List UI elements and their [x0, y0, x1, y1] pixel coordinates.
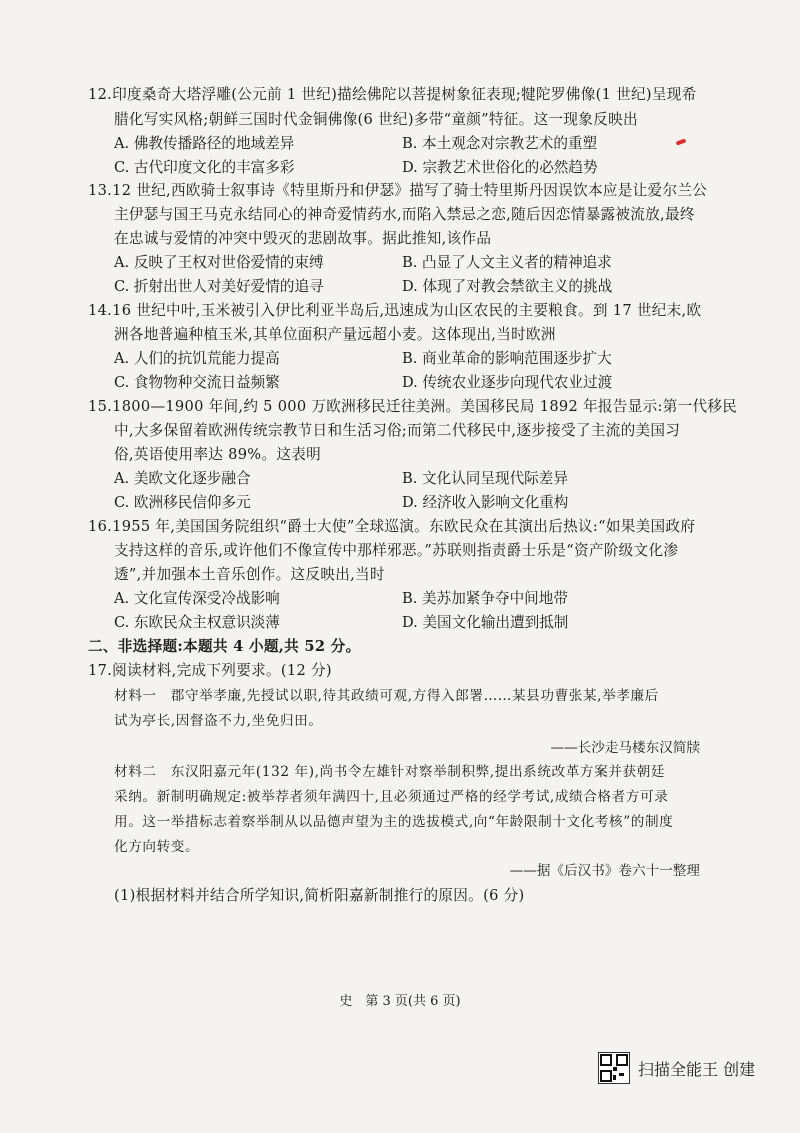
q12-option-c: C. 古代印度文化的丰富多彩 [114, 159, 295, 176]
qr-code-icon [598, 1052, 630, 1084]
q15-stem: 俗,英语使用率达 89%。这表明 [114, 446, 322, 463]
q12-option-a: A. 佛教传播路径的地域差异 [114, 135, 295, 152]
q14-stem: 14.16 世纪中叶,玉米被引入伊比利亚半岛后,迅速成为山区农民的主要粮食。到 17 世纪末,欧 [88, 302, 702, 319]
material-one: 材料一 郡守举孝廉,先授试以职,待其政绩可观,方得入郎署……某县功曹张某,举孝廉后 [114, 688, 659, 704]
q14-stem: 洲各地普遍种植玉米,其单位面积产量远超小麦。这体现出,当时欧洲 [114, 326, 556, 343]
q12-stem: 腊化写实风格;朝鲜三国时代金铜佛像(6 世纪)多带“童颜”特征。这一现象反映出 [114, 111, 638, 128]
q16-stem: 支持这样的音乐,或许他们不像宣传中那样邪恶。”苏联则指责爵士乐是“资产阶级文化渗 [114, 542, 679, 559]
material-two: 材料二 东汉阳嘉元年(132 年),尚书令左雄针对察举制积弊,提出系统改革方案并获朝廷 [114, 764, 666, 780]
q12-option-d: D. 宗教艺术世俗化的必然趋势 [402, 159, 598, 176]
page-footer: 史 第 3 页(共 6 页) [339, 994, 461, 1009]
q13-option-b: B. 凸显了人文主义者的精神追求 [402, 254, 612, 271]
q15-option-d: D. 经济收入影响文化重构 [402, 494, 569, 511]
material-one: 试为亭长,因督盗不力,坐免归田。 [114, 713, 323, 729]
q17-subquestion-1: (1)根据材料并结合所学知识,简析阳嘉新制推行的原因。(6 分) [114, 887, 525, 904]
q16-option-a: A. 文化宣传深受冷战影响 [114, 590, 280, 607]
q16-option-d: D. 美国文化输出遭到抵制 [402, 614, 569, 631]
q14-option-c: C. 食物物种交流日益频繁 [114, 374, 280, 391]
q14-option-d: D. 传统农业逐步向现代农业过渡 [402, 374, 613, 391]
q13-stem: 在忠诚与爱情的冲突中毁灭的悲剧故事。据此推知,该作品 [114, 230, 492, 247]
q15-stem: 15.1800—1900 年间,约 5 000 万欧洲移民迁往美洲。美国移民局 1892 年报告显示:第一代移民 [88, 398, 738, 415]
q16-stem: 透”,并加强本土音乐创作。这反映出,当时 [114, 566, 385, 583]
red-pen-mark [676, 138, 687, 145]
q15-stem: 中,大多保留着欧洲传统宗教节日和生活习俗;而第二代移民中,逐步接受了主流的美国习 [114, 422, 681, 439]
q17-stem: 17.阅读材料,完成下列要求。(12 分) [88, 662, 332, 679]
material-two-source: ——据《后汉书》卷六十一整理 [509, 863, 700, 879]
q13-stem: 13.12 世纪,西欧骑士叙事诗《特里斯丹和伊瑟》描写了骑士特里斯丹因误饮本应是让爱尔兰公 [88, 182, 708, 199]
q12-option-b: B. 本土观念对宗教艺术的重塑 [402, 135, 598, 152]
q13-stem: 主伊瑟与国王马克永结同心的神奇爱情药水,而陷入禁忌之恋,随后因恋情暴露被流放,最终 [114, 206, 695, 223]
q14-option-b: B. 商业革命的影响范围逐步扩大 [402, 350, 612, 367]
q16-option-b: B. 美苏加紧争夺中间地带 [402, 590, 568, 607]
section-heading: 二、非选择题:本题共 4 小题,共 52 分。 [88, 638, 361, 655]
material-two: 采纳。新制明确规定:被举荐者须年满四十,且必须通过严格的经学考试,成绩合格者方可录 [114, 789, 669, 805]
q15-option-c: C. 欧洲移民信仰多元 [114, 494, 251, 511]
q16-stem: 16.1955 年,美国国务院组织“爵士大使”全球巡演。东欧民众在其演出后热议:“如果美国政府 [88, 518, 696, 535]
material-two: 用。这一举措标志着察举制从以品德声望为主的选拔模式,向“年龄限制十文化考核”的制度 [114, 814, 674, 830]
q12-stem: 12.印度桑奇大塔浮雕(公元前 1 世纪)描绘佛陀以菩提树象征表现;犍陀罗佛像(1 世纪)呈现希 [88, 86, 697, 103]
q14-option-a: A. 人们的抗饥荒能力提高 [114, 350, 280, 367]
q13-option-a: A. 反映了王权对世俗爱情的束缚 [114, 254, 324, 271]
q15-option-a: A. 美欧文化逐步融合 [114, 470, 251, 487]
material-one-source: ——长沙走马楼东汉简牍 [550, 740, 700, 756]
q15-option-b: B. 文化认同呈现代际差异 [402, 470, 568, 487]
q16-option-c: C. 东欧民众主权意识淡薄 [114, 614, 280, 631]
q13-option-c: C. 折射出世人对美好爱情的追寻 [114, 278, 324, 295]
q13-option-d: D. 体现了对教会禁欲主义的挑战 [402, 278, 613, 295]
material-two: 化方向转变。 [114, 839, 200, 855]
scanner-label: 扫描全能王 创建 [638, 1059, 756, 1079]
scanner-watermark [598, 1052, 755, 1084]
